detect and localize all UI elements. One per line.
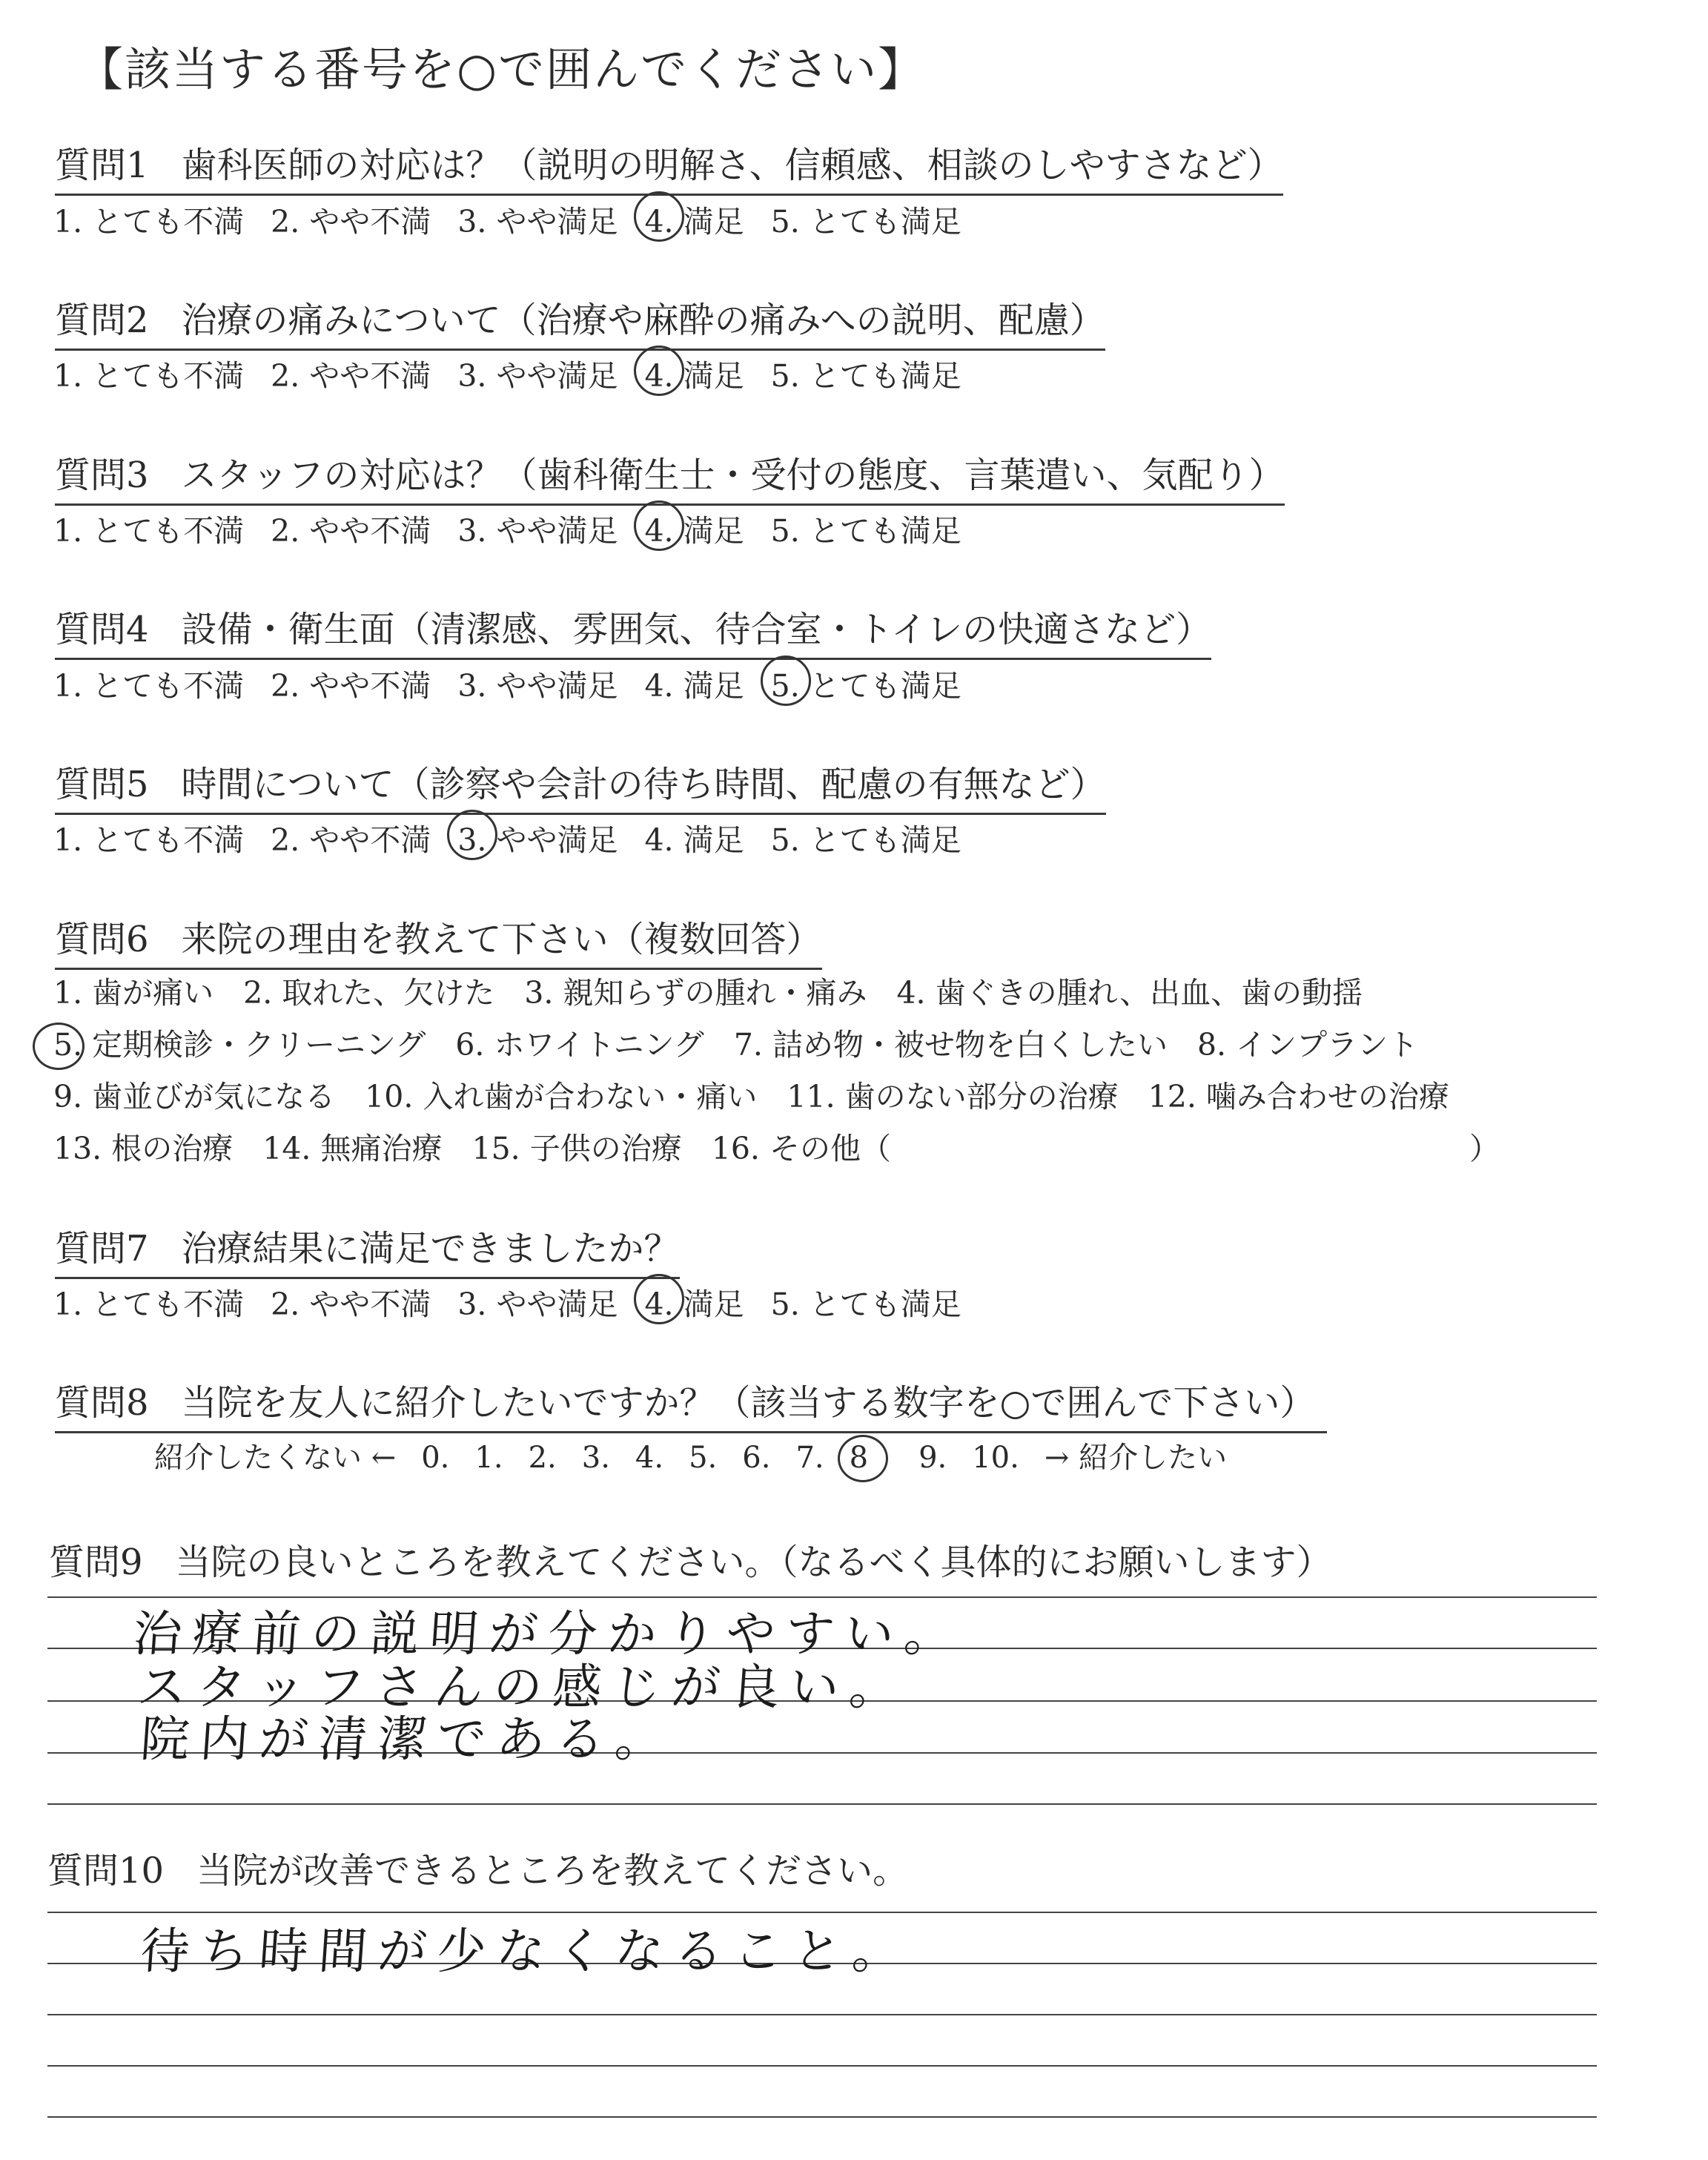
q7-option-4[interactable] (644, 1280, 744, 1324)
answer-circle (634, 346, 684, 396)
q6-other-close: ） (1469, 1131, 1500, 1166)
q6-option-2[interactable]: 2. 取れた、欠けた (243, 975, 495, 1011)
question-3-text: スタッフの対応は？（歯科衛生士・受付の態度、言葉遣い、気配り） (181, 455, 1285, 496)
question-6-label: 質問6 (55, 919, 149, 960)
q7-option-3[interactable]: 3. やや満足 (457, 1287, 618, 1322)
q5-option-4[interactable]: 4. 満足 (644, 822, 744, 858)
question-3-label: 質問3 (55, 455, 149, 496)
q2-option-5[interactable]: 5. とても満足 (770, 358, 961, 394)
form-title: 【該当する番号を○で囲んでください】 (77, 42, 926, 96)
scale-6[interactable]: 6. (742, 1441, 771, 1475)
q2-option-3[interactable]: 3. やや満足 (457, 358, 618, 394)
scale-1[interactable]: 1. (474, 1441, 503, 1475)
question-2 (55, 291, 1105, 351)
q6-option-8[interactable]: 8. インプラント (1196, 1027, 1419, 1063)
q1-option-1[interactable]: 1. とても不満 (53, 204, 245, 240)
question-9 (49, 1533, 1332, 1585)
question-7 (55, 1220, 680, 1279)
q7-option-2[interactable]: 2. やや不満 (271, 1287, 431, 1322)
q6-option-4[interactable]: 4. 歯ぐきの腫れ、出血、歯の動揺 (896, 975, 1363, 1011)
question-7-options (53, 1280, 988, 1324)
q1-option-4[interactable] (644, 197, 744, 241)
q3-option-3[interactable]: 3. やや満足 (457, 513, 618, 549)
question-8-label: 質問8 (55, 1382, 149, 1424)
q5-option-3-label: 3. やや満足 (457, 822, 618, 858)
question-2-label: 質問2 (55, 300, 149, 341)
q2-option-2[interactable]: 2. やや不満 (271, 358, 431, 394)
question-6-options-row-2 (53, 1020, 1418, 1064)
q9-handwritten-3: 院内が清潔である。 (138, 1711, 677, 1768)
question-8-text: 当院を友人に紹介したいですか？（該当する数字を○で囲んで下さい） (181, 1382, 1316, 1424)
answer-line (47, 2116, 1597, 2118)
question-8 (55, 1374, 1327, 1433)
q2-option-1[interactable]: 1. とても不満 (53, 358, 245, 394)
answer-circle (634, 191, 684, 242)
q4-option-3[interactable]: 3. やや満足 (457, 668, 618, 704)
q3-option-5[interactable]: 5. とても満足 (770, 513, 961, 549)
scale-8-label: 8 (849, 1441, 869, 1475)
scale-2[interactable]: 2. (528, 1441, 557, 1475)
scale-8[interactable] (850, 1441, 893, 1475)
q7-option-5[interactable]: 5. とても満足 (770, 1287, 961, 1322)
q1-option-5[interactable]: 5. とても満足 (770, 204, 961, 240)
question-5-label: 質問5 (55, 764, 149, 805)
q3-option-4[interactable] (644, 506, 744, 550)
q9-handwritten-2: スタッフさんの感じが良い。 (135, 1659, 911, 1716)
question-8-scale (154, 1434, 1252, 1476)
q10-handwritten-1: 待ち時間が少なくなること。 (138, 1923, 914, 1980)
q7-option-1[interactable]: 1. とても不満 (53, 1287, 245, 1322)
question-7-text: 治療結果に満足できましたか？ (181, 1228, 680, 1269)
question-1-label: 質問1 (55, 145, 149, 186)
question-1-text: 歯科医師の対応は？（説明の明解さ、信頼感、相談のしやすさなど） (181, 145, 1283, 186)
scale-3[interactable]: 3. (581, 1441, 610, 1475)
q4-option-2[interactable]: 2. やや不満 (271, 668, 431, 704)
question-6-options-row-4 (53, 1124, 1500, 1168)
q4-option-5-label: 5. とても満足 (770, 668, 961, 704)
q6-option-16[interactable]: 16. その他（ (711, 1131, 891, 1166)
q6-option-15[interactable]: 15. 子供の治療 (471, 1131, 682, 1166)
answer-circle (447, 810, 497, 860)
q6-option-14[interactable]: 14. 無痛治療 (262, 1131, 443, 1166)
q9-handwritten-1: 治療前の説明が分かりやすい。 (130, 1605, 966, 1662)
q7-option-4-label: 4. 満足 (644, 1287, 744, 1322)
question-4 (55, 601, 1211, 660)
answer-line (47, 1803, 1597, 1805)
q1-option-4-label: 4. 満足 (644, 204, 744, 240)
q6-option-11[interactable]: 11. 歯のない部分の治療 (787, 1079, 1119, 1114)
q5-option-5[interactable]: 5. とても満足 (770, 822, 961, 858)
question-6-options-row-3 (53, 1072, 1449, 1116)
q1-option-2[interactable]: 2. やや不満 (271, 204, 431, 240)
scale-9[interactable]: 9. (918, 1441, 947, 1475)
question-10-text: 当院が改善できるところを教えてください。 (196, 1850, 909, 1892)
q2-option-4[interactable] (644, 351, 744, 395)
answer-circle (33, 1023, 85, 1070)
q3-option-4-label: 4. 満足 (644, 513, 744, 549)
scale-left-label: 紹介したくない ← (154, 1441, 397, 1475)
q6-option-6[interactable]: 6. ホワイトニング (455, 1027, 704, 1063)
scale-5[interactable]: 5. (689, 1441, 718, 1475)
q6-option-3[interactable]: 3. 親知らずの腫れ・痛み (524, 975, 867, 1011)
question-6-options-row-1 (53, 968, 1363, 1012)
question-1-options (53, 197, 988, 241)
q1-option-3[interactable]: 3. やや満足 (457, 204, 618, 240)
answer-circle (634, 1274, 684, 1324)
answer-line (47, 2065, 1597, 2067)
q3-option-2[interactable]: 2. やや不満 (271, 513, 431, 549)
q6-option-13[interactable]: 13. 根の治療 (53, 1131, 234, 1166)
question-4-options (53, 661, 988, 705)
q5-option-3[interactable] (457, 816, 618, 859)
question-10-label: 質問10 (47, 1850, 165, 1892)
scale-0[interactable]: 0. (421, 1441, 450, 1475)
question-10 (47, 1842, 908, 1893)
q5-option-1[interactable]: 1. とても不満 (53, 822, 245, 858)
q6-option-9[interactable]: 9. 歯並びが気になる (53, 1079, 336, 1114)
question-4-text: 設備・衛生面（清潔感、雰囲気、待合室・トイレの快適さなど） (181, 609, 1212, 650)
q4-option-5[interactable] (771, 661, 961, 705)
q6-option-7[interactable]: 7. 詰め物・被せ物を白くしたい (733, 1027, 1168, 1063)
question-7-label: 質問7 (55, 1228, 149, 1269)
answer-circle (838, 1435, 888, 1482)
q2-option-4-label: 4. 満足 (644, 358, 744, 394)
question-2-options (53, 351, 988, 395)
q6-option-10[interactable]: 10. 入れ歯が合わない・痛い (365, 1079, 758, 1114)
q5-option-2[interactable]: 2. やや不満 (271, 822, 431, 858)
question-9-text: 当院の良いところを教えてください。（なるべく具体的にお願いします） (175, 1542, 1332, 1583)
question-3-options (53, 506, 988, 550)
q3-option-1[interactable]: 1. とても不満 (53, 513, 245, 549)
q4-option-4[interactable]: 4. 満足 (644, 668, 744, 704)
question-2-text: 治療の痛みについて（治療や麻酔の痛みへの説明、配慮） (181, 300, 1105, 341)
question-1 (55, 136, 1283, 196)
answer-circle (761, 655, 811, 706)
question-6 (55, 911, 822, 970)
scale-10[interactable]: 10. (972, 1441, 1019, 1475)
q4-option-1[interactable]: 1. とても不満 (53, 668, 245, 704)
q6-option-5[interactable] (53, 1027, 426, 1063)
question-9-label: 質問9 (49, 1542, 143, 1583)
question-5-text: 時間について（診察や会計の待ち時間、配慮の有無など） (181, 764, 1106, 805)
answer-line (47, 2014, 1597, 2015)
question-5-options (53, 816, 988, 859)
q6-option-12[interactable]: 12. 噛み合わせの治療 (1148, 1079, 1449, 1114)
scale-7[interactable]: 7. (795, 1441, 824, 1475)
answer-circle (634, 501, 684, 551)
q6-option-5-label: 5. 定期検診・クリーニング (53, 1027, 426, 1063)
scale-right-label: → 紹介したい (1044, 1441, 1228, 1475)
question-5 (55, 756, 1106, 815)
q6-option-1[interactable]: 1. 歯が痛い (53, 975, 214, 1011)
question-6-text: 来院の理由を教えて下さい（複数回答） (181, 919, 822, 960)
scale-4[interactable]: 4. (635, 1441, 664, 1475)
question-4-label: 質問4 (55, 609, 149, 650)
question-3 (55, 446, 1285, 506)
